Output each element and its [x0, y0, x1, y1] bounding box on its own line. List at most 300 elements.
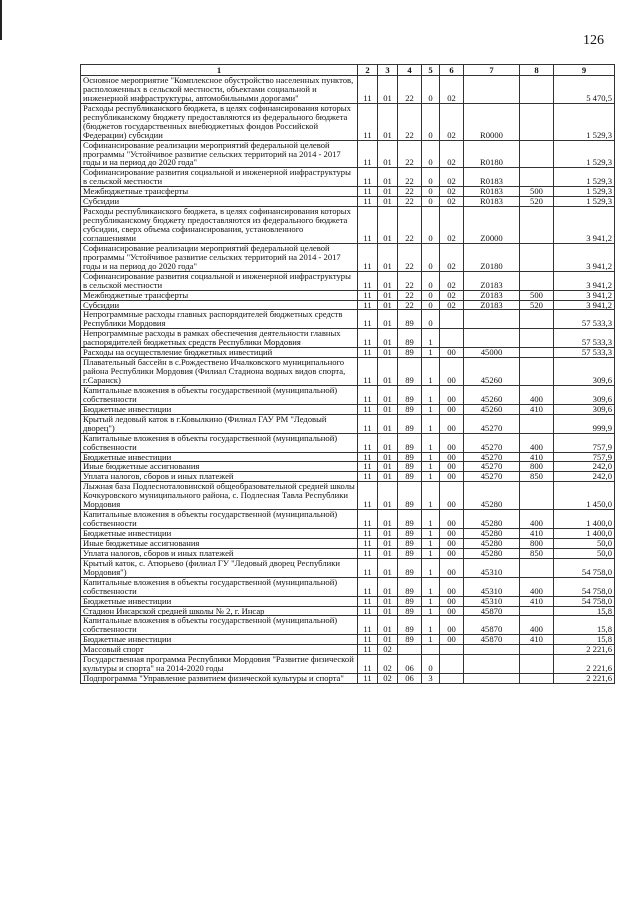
subprogram-code-cell: 1: [422, 635, 440, 645]
subsection-code-cell: 01: [378, 329, 398, 348]
amount-cell: 309,6: [554, 358, 615, 386]
event-code-cell: 00: [440, 404, 464, 414]
expense-type-code-cell: 400: [520, 433, 554, 452]
subprogram-code-cell: 1: [422, 606, 440, 616]
row-name-cell: Бюджетные инвестиции: [81, 529, 358, 539]
event-code-cell: 00: [440, 548, 464, 558]
program-code-cell: 89: [398, 385, 422, 404]
row-name-cell: Межбюджетные трансферты: [81, 290, 358, 300]
table-row: [81, 310, 615, 329]
table-row: [81, 655, 615, 674]
subsection-code-cell: 01: [378, 414, 398, 433]
section-code-cell: 11: [358, 414, 378, 433]
target-code-cell: Z0180: [464, 243, 520, 271]
section-code-cell: 11: [358, 271, 378, 290]
target-code-cell: R0000: [464, 103, 520, 140]
event-code-cell: 00: [440, 462, 464, 472]
target-code-cell: 45280: [464, 529, 520, 539]
subprogram-code-cell: 0: [422, 168, 440, 187]
subsection-code-cell: 01: [378, 433, 398, 452]
subprogram-code-cell: 0: [422, 655, 440, 674]
target-code-cell: 45260: [464, 385, 520, 404]
subsection-code-cell: 01: [378, 452, 398, 462]
program-code-cell: 22: [398, 76, 422, 104]
expense-type-code-cell: 410: [520, 404, 554, 414]
event-code-cell: 02: [440, 140, 464, 168]
target-code-cell: R0180: [464, 140, 520, 168]
expense-type-code-cell: 800: [520, 462, 554, 472]
section-code-cell: 11: [358, 103, 378, 140]
row-name-cell: Крытый каток, с. Атюрьево (филиал ГУ "Ледовый дворец Республики Мордовия"): [81, 558, 358, 577]
expense-type-code-cell: 400: [520, 385, 554, 404]
target-code-cell: 45870: [464, 616, 520, 635]
subprogram-code-cell: 0: [422, 290, 440, 300]
section-code-cell: 11: [358, 329, 378, 348]
event-code-cell: 00: [440, 482, 464, 510]
event-code-cell: 00: [440, 596, 464, 606]
target-code-cell: R0183: [464, 168, 520, 187]
section-code-cell: 11: [358, 187, 378, 197]
subsection-code-cell: 01: [378, 404, 398, 414]
page-number: 126: [583, 33, 604, 48]
section-code-cell: 11: [358, 655, 378, 674]
section-code-cell: 11: [358, 310, 378, 329]
program-code-cell: 22: [398, 197, 422, 207]
table-row: [81, 414, 615, 433]
subsection-code-cell: 01: [378, 207, 398, 244]
program-code-cell: 89: [398, 529, 422, 539]
expense-type-code-cell: [520, 606, 554, 616]
event-code-cell: [440, 655, 464, 674]
table-row: [81, 482, 615, 510]
row-name-cell: Субсидии: [81, 197, 358, 207]
amount-cell: 3 941,2: [554, 243, 615, 271]
section-code-cell: 11: [358, 348, 378, 358]
section-code-cell: 11: [358, 168, 378, 187]
expense-type-code-cell: 400: [520, 616, 554, 635]
program-code-cell: 89: [398, 404, 422, 414]
section-code-cell: 11: [358, 472, 378, 482]
row-name-cell: Капитальные вложения в объекты государственной (муниципальной) собственности: [81, 385, 358, 404]
amount-cell: 2 221,6: [554, 674, 615, 684]
subprogram-code-cell: 1: [422, 529, 440, 539]
header-cell-2: 2: [358, 65, 378, 76]
event-code-cell: [440, 645, 464, 655]
row-name-cell: Расходы республиканского бюджета, в целях софинансирования которых республиканскому бюджету предоставляются из федерального бюджета субсидии, сверх объема софинансирования, установленного соглашениями: [81, 207, 358, 244]
program-code-cell: 89: [398, 596, 422, 606]
target-code-cell: [464, 645, 520, 655]
event-code-cell: 00: [440, 358, 464, 386]
row-name-cell: Расходы на осуществление бюджетных инвестиций: [81, 348, 358, 358]
row-name-cell: Капитальные вложения в объекты государственной (муниципальной) собственности: [81, 510, 358, 529]
subsection-code-cell: 01: [378, 577, 398, 596]
expense-type-code-cell: [520, 271, 554, 290]
subprogram-code-cell: 0: [422, 207, 440, 244]
program-code-cell: 89: [398, 348, 422, 358]
target-code-cell: [464, 674, 520, 684]
table-row: [81, 645, 615, 655]
program-code-cell: 89: [398, 616, 422, 635]
subprogram-code-cell: 1: [422, 558, 440, 577]
table-row: [81, 433, 615, 452]
program-code-cell: 89: [398, 310, 422, 329]
table-row: [81, 674, 615, 684]
subprogram-code-cell: 0: [422, 197, 440, 207]
amount-cell: 54 758,0: [554, 558, 615, 577]
target-code-cell: Z0000: [464, 207, 520, 244]
expense-type-code-cell: [520, 207, 554, 244]
expense-type-code-cell: [520, 310, 554, 329]
expense-type-code-cell: [520, 655, 554, 674]
subprogram-code-cell: 0: [422, 310, 440, 329]
table-row: [81, 271, 615, 290]
amount-cell: 15,8: [554, 635, 615, 645]
subprogram-code-cell: 0: [422, 271, 440, 290]
section-code-cell: 11: [358, 462, 378, 472]
subsection-code-cell: 02: [378, 674, 398, 684]
amount-cell: 1 529,3: [554, 103, 615, 140]
subsection-code-cell: 01: [378, 140, 398, 168]
expense-type-code-cell: 400: [520, 577, 554, 596]
row-name-cell: Софинансирование развития социальной и инженерной инфраструктуры в сельской местности: [81, 271, 358, 290]
target-code-cell: 45310: [464, 577, 520, 596]
expense-type-code-cell: 850: [520, 472, 554, 482]
target-code-cell: 45280: [464, 510, 520, 529]
subprogram-code-cell: 1: [422, 358, 440, 386]
section-code-cell: 11: [358, 197, 378, 207]
table-header-row: [81, 65, 615, 76]
program-code-cell: 89: [398, 452, 422, 462]
event-code-cell: 00: [440, 385, 464, 404]
target-code-cell: 45270: [464, 472, 520, 482]
amount-cell: 57 533,3: [554, 329, 615, 348]
table-row: [81, 243, 615, 271]
expense-type-code-cell: 410: [520, 452, 554, 462]
amount-cell: 3 941,2: [554, 271, 615, 290]
table-row: [81, 385, 615, 404]
expense-type-code-cell: 500: [520, 290, 554, 300]
table-row: [81, 329, 615, 348]
program-code-cell: 22: [398, 168, 422, 187]
program-code-cell: 89: [398, 548, 422, 558]
event-code-cell: 00: [440, 472, 464, 482]
amount-cell: 1 529,3: [554, 197, 615, 207]
event-code-cell: 00: [440, 414, 464, 433]
subprogram-code-cell: 1: [422, 348, 440, 358]
row-name-cell: Субсидии: [81, 300, 358, 310]
subsection-code-cell: 01: [378, 271, 398, 290]
amount-cell: 15,8: [554, 606, 615, 616]
section-code-cell: 11: [358, 385, 378, 404]
target-code-cell: 45270: [464, 433, 520, 452]
event-code-cell: 02: [440, 168, 464, 187]
event-code-cell: 02: [440, 197, 464, 207]
amount-cell: 5 470,5: [554, 76, 615, 104]
subprogram-code-cell: 1: [422, 577, 440, 596]
subsection-code-cell: 01: [378, 558, 398, 577]
expense-type-code-cell: [520, 674, 554, 684]
header-cell-7: 7: [464, 65, 520, 76]
program-code-cell: 06: [398, 655, 422, 674]
section-code-cell: 11: [358, 358, 378, 386]
section-code-cell: 11: [358, 404, 378, 414]
target-code-cell: 45260: [464, 404, 520, 414]
row-name-cell: Уплата налогов, сборов и иных платежей: [81, 472, 358, 482]
table-row: [81, 300, 615, 310]
amount-cell: 242,0: [554, 462, 615, 472]
event-code-cell: [440, 674, 464, 684]
table-row: [81, 577, 615, 596]
target-code-cell: [464, 655, 520, 674]
row-name-cell: Стадион Инсарской средней школы № 2, г. Инсар: [81, 606, 358, 616]
subsection-code-cell: 01: [378, 385, 398, 404]
target-code-cell: Z0183: [464, 300, 520, 310]
event-code-cell: 02: [440, 76, 464, 104]
section-code-cell: 11: [358, 300, 378, 310]
amount-cell: 1 400,0: [554, 529, 615, 539]
target-code-cell: 45000: [464, 348, 520, 358]
amount-cell: 54 758,0: [554, 596, 615, 606]
program-code-cell: 89: [398, 472, 422, 482]
row-name-cell: Софинансирование реализации мероприятий федеральной целевой программы "Устойчивое развитие сельских территорий на 2014 - 2017 годы и на период до 2020 года": [81, 243, 358, 271]
target-code-cell: 45270: [464, 462, 520, 472]
event-code-cell: 00: [440, 606, 464, 616]
table-row: [81, 529, 615, 539]
subsection-code-cell: 01: [378, 76, 398, 104]
subsection-code-cell: 01: [378, 635, 398, 645]
header-cell-4: 4: [398, 65, 422, 76]
event-code-cell: 00: [440, 538, 464, 548]
amount-cell: 1 529,3: [554, 168, 615, 187]
expense-type-code-cell: [520, 329, 554, 348]
subsection-code-cell: 02: [378, 655, 398, 674]
expense-type-code-cell: 410: [520, 596, 554, 606]
subsection-code-cell: 01: [378, 529, 398, 539]
row-name-cell: Подпрограмма "Управление развитием физической культуры и спорта": [81, 674, 358, 684]
subsection-code-cell: 01: [378, 243, 398, 271]
subprogram-code-cell: 1: [422, 596, 440, 606]
amount-cell: 57 533,3: [554, 310, 615, 329]
target-code-cell: 45310: [464, 558, 520, 577]
target-code-cell: Z0183: [464, 290, 520, 300]
subprogram-code-cell: 0: [422, 187, 440, 197]
amount-cell: 999,9: [554, 414, 615, 433]
target-code-cell: R0183: [464, 187, 520, 197]
header-cell-1: 1: [81, 65, 358, 76]
section-code-cell: 11: [358, 482, 378, 510]
expense-type-code-cell: [520, 348, 554, 358]
subsection-code-cell: 01: [378, 310, 398, 329]
section-code-cell: 11: [358, 510, 378, 529]
row-name-cell: Иные бюджетные ассигнования: [81, 462, 358, 472]
amount-cell: 757,9: [554, 452, 615, 462]
target-code-cell: Z0183: [464, 271, 520, 290]
amount-cell: 309,6: [554, 385, 615, 404]
section-code-cell: 11: [358, 616, 378, 635]
subprogram-code-cell: 1: [422, 385, 440, 404]
section-code-cell: 11: [358, 538, 378, 548]
program-code-cell: 89: [398, 510, 422, 529]
section-code-cell: 11: [358, 596, 378, 606]
section-code-cell: 11: [358, 452, 378, 462]
table-row: [81, 404, 615, 414]
amount-cell: 1 400,0: [554, 510, 615, 529]
expense-type-code-cell: 410: [520, 635, 554, 645]
amount-cell: 1 450,0: [554, 482, 615, 510]
amount-cell: 15,8: [554, 616, 615, 635]
header-cell-8: 8: [520, 65, 554, 76]
row-name-cell: Софинансирование развития социальной и инженерной инфраструктуры в сельской местности: [81, 168, 358, 187]
event-code-cell: 00: [440, 577, 464, 596]
section-code-cell: 11: [358, 606, 378, 616]
subsection-code-cell: 01: [378, 606, 398, 616]
section-code-cell: 11: [358, 207, 378, 244]
event-code-cell: 00: [440, 529, 464, 539]
subprogram-code-cell: 1: [422, 462, 440, 472]
expense-type-code-cell: [520, 76, 554, 104]
subprogram-code-cell: 1: [422, 329, 440, 348]
subprogram-code-cell: 0: [422, 300, 440, 310]
event-code-cell: 02: [440, 243, 464, 271]
table-row: [81, 510, 615, 529]
row-name-cell: Лыжная база Подлесноталовинской общеобразовательной средней школы Кочкуровского муниципального района, с. Подлесная Тавла Республики Мордовия: [81, 482, 358, 510]
program-code-cell: 22: [398, 290, 422, 300]
subprogram-code-cell: [422, 645, 440, 655]
expense-type-code-cell: [520, 645, 554, 655]
amount-cell: 2 221,6: [554, 655, 615, 674]
amount-cell: 242,0: [554, 472, 615, 482]
subprogram-code-cell: 0: [422, 243, 440, 271]
row-name-cell: Основное мероприятие "Комплексное обустройство населенных пунктов, расположенных в сельской местности, объектами социальной и инженерной инфраструктуры, автомобильными дорогами": [81, 76, 358, 104]
target-code-cell: [464, 310, 520, 329]
subsection-code-cell: 01: [378, 538, 398, 548]
row-name-cell: Расходы республиканского бюджета, в целях софинансирования которых республиканскому бюджету предоставляются из федерального бюджета (бюджетов государственных внебюджетных фондов Российской Федерации) субсидии: [81, 103, 358, 140]
row-name-cell: Плавательный бассейн в с.Рождествено Ичалковского муниципального района Республики Мордовия (Филиал Стадиона водных видов спорта, г.Саранск): [81, 358, 358, 386]
subsection-code-cell: 01: [378, 300, 398, 310]
amount-cell: 3 941,2: [554, 290, 615, 300]
target-code-cell: [464, 76, 520, 104]
event-code-cell: 00: [440, 635, 464, 645]
event-code-cell: 02: [440, 187, 464, 197]
event-code-cell: 00: [440, 452, 464, 462]
row-name-cell: Капитальные вложения в объекты государственной (муниципальной) собственности: [81, 577, 358, 596]
section-code-cell: 11: [358, 433, 378, 452]
program-code-cell: [398, 645, 422, 655]
program-code-cell: 22: [398, 103, 422, 140]
subprogram-code-cell: 1: [422, 538, 440, 548]
row-name-cell: Бюджетные инвестиции: [81, 452, 358, 462]
table-row: [81, 207, 615, 244]
event-code-cell: 02: [440, 300, 464, 310]
amount-cell: 757,9: [554, 433, 615, 452]
program-code-cell: 22: [398, 187, 422, 197]
amount-cell: 1 529,3: [554, 187, 615, 197]
row-name-cell: Уплата налогов, сборов и иных платежей: [81, 548, 358, 558]
table-row: [81, 548, 615, 558]
expense-type-code-cell: [520, 558, 554, 577]
subprogram-code-cell: 1: [422, 482, 440, 510]
row-name-cell: Капитальные вложения в объекты государственной (муниципальной) собственности: [81, 616, 358, 635]
target-code-cell: 45310: [464, 596, 520, 606]
target-code-cell: 45280: [464, 548, 520, 558]
subsection-code-cell: 01: [378, 548, 398, 558]
section-code-cell: 11: [358, 529, 378, 539]
subsection-code-cell: 01: [378, 510, 398, 529]
event-code-cell: 02: [440, 290, 464, 300]
header-cell-5: 5: [422, 65, 440, 76]
row-name-cell: Бюджетные инвестиции: [81, 404, 358, 414]
amount-cell: 3 941,2: [554, 300, 615, 310]
row-name-cell: Софинансирование реализации мероприятий федеральной целевой программы "Устойчивое развитие сельских территорий на 2014 - 2017 годы и на период до 2020 года": [81, 140, 358, 168]
expense-type-code-cell: [520, 103, 554, 140]
expense-type-code-cell: 520: [520, 197, 554, 207]
table-row: [81, 348, 615, 358]
row-name-cell: Бюджетные инвестиции: [81, 635, 358, 645]
section-code-cell: 11: [358, 140, 378, 168]
expense-type-code-cell: 800: [520, 538, 554, 548]
expense-type-code-cell: 500: [520, 187, 554, 197]
budget-table: [80, 64, 615, 684]
expense-type-code-cell: [520, 482, 554, 510]
event-code-cell: 02: [440, 271, 464, 290]
table-row: [81, 596, 615, 606]
subsection-code-cell: 01: [378, 596, 398, 606]
section-code-cell: 11: [358, 290, 378, 300]
event-code-cell: [440, 310, 464, 329]
program-code-cell: 22: [398, 300, 422, 310]
table-row: [81, 452, 615, 462]
subprogram-code-cell: 1: [422, 510, 440, 529]
header-cell-6: 6: [440, 65, 464, 76]
subsection-code-cell: 01: [378, 197, 398, 207]
table-row: [81, 462, 615, 472]
program-code-cell: 89: [398, 538, 422, 548]
amount-cell: 309,6: [554, 404, 615, 414]
program-code-cell: 89: [398, 577, 422, 596]
table-row: [81, 103, 615, 140]
table-row: [81, 635, 615, 645]
program-code-cell: 89: [398, 558, 422, 577]
expense-type-code-cell: 410: [520, 529, 554, 539]
row-name-cell: Иные бюджетные ассигнования: [81, 538, 358, 548]
program-code-cell: 89: [398, 433, 422, 452]
expense-type-code-cell: [520, 243, 554, 271]
target-code-cell: R0183: [464, 197, 520, 207]
table-row: [81, 168, 615, 187]
subsection-code-cell: 01: [378, 290, 398, 300]
amount-cell: 50,0: [554, 548, 615, 558]
amount-cell: 50,0: [554, 538, 615, 548]
section-code-cell: 11: [358, 76, 378, 104]
subsection-code-cell: 01: [378, 168, 398, 187]
expense-type-code-cell: 520: [520, 300, 554, 310]
table-row: [81, 472, 615, 482]
table-row: [81, 187, 615, 197]
expense-type-code-cell: 400: [520, 510, 554, 529]
header-cell-3: 3: [378, 65, 398, 76]
table-body: [81, 76, 615, 684]
table-row: [81, 358, 615, 386]
program-code-cell: 89: [398, 358, 422, 386]
target-code-cell: 45870: [464, 635, 520, 645]
subsection-code-cell: 01: [378, 616, 398, 635]
event-code-cell: 00: [440, 510, 464, 529]
subprogram-code-cell: 3: [422, 674, 440, 684]
event-code-cell: [440, 329, 464, 348]
expense-type-code-cell: [520, 358, 554, 386]
subsection-code-cell: 02: [378, 645, 398, 655]
table-row: [81, 140, 615, 168]
